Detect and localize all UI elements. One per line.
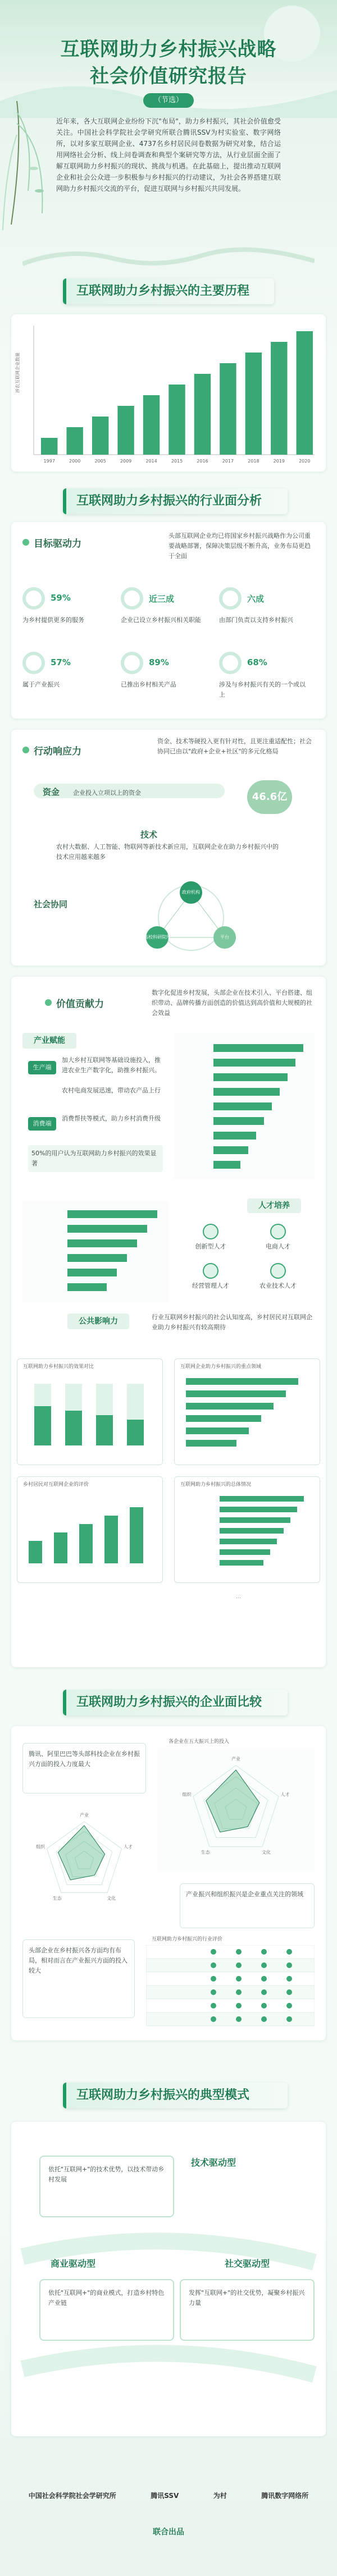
table-cell-dot xyxy=(211,1962,216,1968)
history-chart-panel xyxy=(11,314,326,472)
table-cell-dot xyxy=(236,1949,242,1955)
goal-stat xyxy=(22,648,115,704)
stat-label: 已推出乡村相关产品 xyxy=(121,681,176,688)
radar-axis-label: 产业 xyxy=(231,1756,240,1761)
value-panel xyxy=(11,977,326,1667)
radar-small-axis-label: 生态 xyxy=(52,1896,62,1901)
history-tick-label: 1997 xyxy=(43,459,55,464)
focus-bar xyxy=(186,1403,274,1410)
action-text: 资金、技术等硬投入更有针对性，且更注重适配性；社会协同已由以"政府+企业+社区"的多元化格局 xyxy=(157,738,312,755)
stacked-bar xyxy=(34,1406,51,1445)
section-history-title: 互联网助力乡村振兴的主要历程 xyxy=(63,278,274,304)
talent-bar xyxy=(67,1225,147,1233)
mode-card-industry xyxy=(39,2279,174,2341)
radar-title: 各企业在五大振兴上的投入 xyxy=(168,1739,230,1745)
logo-ssv: 腾讯SSV xyxy=(151,2491,179,2500)
history-bar xyxy=(143,395,160,455)
table-cell-dot xyxy=(261,1989,267,1995)
mode-tech-tag: 技术驱动型 xyxy=(191,2157,236,2168)
table-cell-dot xyxy=(236,2003,242,2008)
goal-stats-grid xyxy=(22,584,315,713)
radar-small-axis-label: 文化 xyxy=(107,1896,116,1901)
person-icon xyxy=(203,1224,218,1239)
social-network-diagram xyxy=(124,876,258,960)
enterprise-card-1-text: 腾讯、阿里巴巴等头部科技企业在乡村振兴方面的投入力度最大 xyxy=(29,1750,140,1768)
enterprise-card-2 xyxy=(180,1883,315,1928)
radar-axis-label: 生态 xyxy=(201,1850,210,1855)
table-title: 互联网助力乡村振兴的行业评价 xyxy=(152,1937,223,1942)
overall-bar xyxy=(220,1539,277,1544)
willow-icon xyxy=(0,101,62,241)
radar-axis-label: 组织 xyxy=(182,1792,192,1797)
table-cell-dot xyxy=(286,1949,292,1955)
talent-bar xyxy=(67,1239,137,1247)
mini-chart-2 xyxy=(174,1358,320,1465)
table-cell-dot xyxy=(261,2003,267,2008)
industry-bar xyxy=(213,1102,272,1110)
enterprise-table xyxy=(146,1945,315,2029)
talent-hbar-chart xyxy=(22,1201,168,1302)
talent-bar xyxy=(67,1254,127,1262)
rating-bar xyxy=(79,1524,93,1563)
stacked-bar xyxy=(127,1420,144,1445)
industry-bar xyxy=(213,1117,264,1125)
mini-chart-1 xyxy=(17,1358,163,1465)
mini-chart-2-title: 互联网企业助力乡村振兴的重点领域 xyxy=(180,1364,262,1370)
value-title: 价值贡献力 xyxy=(56,999,104,1010)
history-tick-label: 2018 xyxy=(248,459,259,464)
produce-tag: 生产端 xyxy=(28,1061,56,1074)
stat-pct: 68% xyxy=(247,657,267,667)
history-bar xyxy=(194,374,211,455)
industry-bar xyxy=(213,1161,240,1169)
modes-panel xyxy=(11,2122,326,2436)
table-cell-dot xyxy=(211,1976,216,1982)
talent-bar xyxy=(67,1210,157,1218)
node-platform: 平台 xyxy=(220,935,229,940)
talent-grid xyxy=(180,1224,315,1302)
stat-ring-icon xyxy=(22,587,45,610)
history-bar xyxy=(41,438,57,455)
logo-weicun: 为村 xyxy=(213,2491,227,2500)
stat-pct: 59% xyxy=(51,593,71,603)
table-cell-dot xyxy=(211,1949,216,1955)
fund-text: 企业投入立项以上的资金 xyxy=(73,789,141,797)
industry-bar xyxy=(213,1073,288,1081)
consume-text: 消费帮扶等模式，助力乡村消费升级 xyxy=(62,1115,161,1122)
person-icon xyxy=(270,1224,286,1239)
stat-label: 由部门负责以支持乡村振兴 xyxy=(219,616,293,624)
rating-bar xyxy=(104,1516,118,1563)
rating-bar xyxy=(54,1532,67,1563)
tech-text: 农村大数据、人工智能、物联网等新技术新应用，互联网企业在助力乡村振兴中的技术应用越来越多 xyxy=(56,843,279,861)
table-cell-dot xyxy=(286,1989,292,1995)
enterprise-radar-small xyxy=(22,1805,146,1917)
node-univ: 高校科研院所 xyxy=(144,935,171,940)
enterprise-radar-chart xyxy=(157,1749,315,1872)
radar-small-axis-label: 组织 xyxy=(36,1844,45,1850)
mini-chart-3 xyxy=(17,1476,163,1583)
mode-card-tech xyxy=(39,2156,174,2217)
table-cell-dot xyxy=(286,2003,292,2008)
goal-stat xyxy=(219,584,312,640)
table-cell-dot xyxy=(236,1976,242,1982)
industry-bar xyxy=(213,1088,280,1096)
page-subtitle: 社会价值研究报告 xyxy=(90,65,247,88)
stat-label: 企业已设立乡村振兴相关职能 xyxy=(121,616,201,624)
action-title: 行动响应力 xyxy=(34,746,81,757)
table-cell-dot xyxy=(261,1976,267,1982)
talent-label: 电商人才 xyxy=(266,1243,290,1250)
overall-bar xyxy=(220,1549,270,1555)
history-tick-label: 2017 xyxy=(222,459,234,464)
history-bar xyxy=(220,363,236,455)
goal-stat xyxy=(22,584,115,640)
overall-bar xyxy=(220,1517,290,1523)
history-bar xyxy=(66,427,83,455)
fund-title: 资金 xyxy=(43,787,60,797)
industry-text: 加大乡村互联网等基础设施投入，推进农业生产数字化，助推乡村振兴。 xyxy=(62,1056,161,1074)
intro-paragraph: 近年来，各大互联网企业纷纷下沉"布局"，助力乡村振兴，其社会价值愈受关注。中国社会科学院社会学研究所联合腾讯SSV为村实验室、数字网络所，以对多家互联网企业、4737名乡村居民问卷数据为研究对象，结合运用网络社会分析、线上问卷调查和典型个案研究等方法，从行业层面全面了解互联网助力乡村振兴的现状、挑战与机遇。在此基础上，提出推动互联网企业和社会公众进一步积极参与乡村振兴的行动建议，为社会各界搭建互联网助力乡村振兴交流的平台，促进互联网与乡村振兴共同发展。 xyxy=(56,117,281,193)
joint-publish: 联合出品 xyxy=(153,2528,184,2537)
public-text: 行业互联网乡村振兴的社会认知度高，乡村居民对互联网企业助力乡村振兴有较高期待 xyxy=(152,1314,312,1331)
section-enterprise-title: 互联网助力乡村振兴的企业面比较 xyxy=(63,1690,288,1715)
stat-pct: 六成 xyxy=(247,594,265,604)
enterprise-card-3-text: 头部企业在乡村振兴各方面均有布局，相对而言在产业振兴方面的投入较大 xyxy=(29,1947,127,1974)
stat-ring-icon xyxy=(22,652,45,674)
stat-ring-icon xyxy=(121,652,143,674)
table-cell-dot xyxy=(211,2003,216,2008)
history-bar xyxy=(245,353,262,455)
table-cell-dot xyxy=(261,1949,267,1955)
fund-bubble: 46.6亿 xyxy=(247,780,292,814)
goal-stat xyxy=(219,648,312,704)
focus-bar xyxy=(186,1427,249,1434)
table-cell-dot xyxy=(286,2016,292,2022)
mini-chart-4 xyxy=(174,1476,320,1583)
excerpt-badge: （节选） xyxy=(143,93,194,108)
table-cell-dot xyxy=(236,2016,242,2022)
radar-small-series xyxy=(58,1825,104,1880)
history-bar xyxy=(117,406,134,455)
goal-title: 目标驱动力 xyxy=(34,538,81,550)
goal-stat xyxy=(121,648,213,704)
landscape-decoration xyxy=(22,241,315,269)
history-tick-label: 2019 xyxy=(273,459,285,464)
talent-item xyxy=(180,1263,242,1297)
stat-label: 涉及与乡村振兴有关的一个或以上 xyxy=(219,681,306,698)
stacked-bar xyxy=(65,1411,82,1445)
table-cell-dot xyxy=(236,1989,242,1995)
history-bar xyxy=(271,342,287,455)
talent-item xyxy=(247,1224,309,1257)
goal-text: 头部互联网企业均已将国家乡村振兴战略作为公司重要战略部署，保障决策层级不断升高，业务布局更趋于全面 xyxy=(168,532,311,560)
enterprise-card-3 xyxy=(22,1939,135,2018)
node-gov: 政府机构 xyxy=(182,890,200,895)
industry-bar xyxy=(213,1132,256,1140)
enterprise-card-1 xyxy=(22,1743,146,1793)
page-title: 互联网助力乡村振兴战略 xyxy=(60,38,277,61)
stat-pct: 57% xyxy=(51,657,71,667)
goal-panel xyxy=(11,522,326,719)
stat-ring-icon xyxy=(121,587,143,610)
overall-bar xyxy=(220,1507,297,1512)
stacked-bar xyxy=(96,1415,113,1445)
table-cell-dot xyxy=(286,1976,292,1982)
history-bar-chart xyxy=(11,314,326,472)
mode-industry-text: 依托"互联网+"的商业模式，打造乡村特色产业链 xyxy=(48,2289,165,2307)
stat-label: 为乡村提供更多的服务 xyxy=(22,616,84,624)
logo-tencent-research: 腾讯数字网络所 xyxy=(261,2491,309,2500)
consume-tag: 消费端 xyxy=(28,1117,56,1131)
focus-bar xyxy=(186,1378,298,1385)
rating-bar xyxy=(130,1507,143,1563)
history-tick-label: 2016 xyxy=(197,459,208,464)
value-dot-icon xyxy=(45,999,52,1006)
industry-bar xyxy=(213,1044,303,1052)
focus-bar xyxy=(186,1440,236,1447)
radar-small-axis-label: 人才 xyxy=(123,1844,133,1850)
mode-social-tag: 社交驱动型 xyxy=(225,2258,270,2269)
public-tag: 公共影响力 xyxy=(67,1314,129,1329)
mini-chart-1-title: 互联网助力乡村振兴的效果对比 xyxy=(23,1364,94,1370)
table-cell-dot xyxy=(261,2016,267,2022)
section-modes-title: 互联网助力乡村振兴的典型模式 xyxy=(63,2083,288,2108)
chart-source-note: … xyxy=(236,1594,241,1600)
history-bar xyxy=(92,417,108,455)
history-tick-label: 2009 xyxy=(120,459,132,464)
mode-industry-tag: 商业驱动型 xyxy=(51,2258,96,2269)
mode-card-social xyxy=(180,2279,315,2341)
table-cell-dot xyxy=(286,1962,292,1968)
history-bar xyxy=(297,331,313,455)
industry-hbar-chart xyxy=(174,1033,315,1179)
mode-social-text: 发挥"互联网+"的社交优势，凝聚乡村振兴力量 xyxy=(189,2289,305,2307)
goal-dot-icon xyxy=(22,539,29,546)
social-title: 社会协同 xyxy=(34,899,68,909)
tech-title: 技术 xyxy=(140,830,158,840)
goal-stat xyxy=(121,584,213,640)
talent-label: 创新型人才 xyxy=(195,1243,226,1250)
stat-pct: 近三成 xyxy=(149,594,175,604)
enterprise-panel xyxy=(11,1726,326,2040)
overall-bar xyxy=(220,1528,284,1534)
focus-bar xyxy=(186,1390,286,1397)
history-y-axis-label: 涉农互联网企业数量 xyxy=(15,353,20,393)
value-text: 数字化促进乡村发展，头部企业在技术引入、平台搭建、组织带动、品牌传播方面创造的价值达到高价值和大规模的社会效益 xyxy=(152,989,312,1017)
overall-bar xyxy=(220,1560,263,1566)
stat-pct: 89% xyxy=(149,657,169,667)
produce-text: 农村电商发展迅速，带动农产品上行 xyxy=(62,1087,161,1094)
table-cell-dot xyxy=(211,2016,216,2022)
history-bar xyxy=(168,385,185,455)
talent-tag: 人才培养 xyxy=(247,1198,301,1213)
history-tick-label: 2015 xyxy=(171,459,183,464)
person-icon xyxy=(203,1263,218,1279)
stat-ring-icon xyxy=(219,652,242,674)
industry-tag: 产业赋能 xyxy=(22,1033,76,1049)
focus-bar xyxy=(186,1415,261,1422)
history-tick-label: 2014 xyxy=(145,459,157,464)
talent-item xyxy=(247,1263,309,1297)
history-tick-label: 2005 xyxy=(94,459,106,464)
radar-small-axis-label: 产业 xyxy=(80,1813,89,1818)
mini-chart-4-title: 互联网助力乡村振兴的总体情况 xyxy=(180,1482,252,1488)
value-note: 50%的用户认为互联网助力乡村振兴的效果显著 xyxy=(28,1145,163,1172)
history-tick-label: 2000 xyxy=(69,459,81,464)
talent-label: 经营管理人才 xyxy=(192,1282,229,1289)
table-cell-dot xyxy=(261,1962,267,1968)
radar-axis-label: 人才 xyxy=(280,1792,290,1797)
rating-bar xyxy=(29,1541,42,1563)
talent-label: 农业技术人才 xyxy=(259,1282,297,1289)
radar-axis-label: 文化 xyxy=(262,1850,271,1855)
person-icon xyxy=(270,1263,286,1279)
industry-bar xyxy=(213,1146,248,1154)
talent-bar xyxy=(67,1283,107,1291)
footer-logos xyxy=(11,2481,326,2509)
talent-bar xyxy=(67,1269,117,1276)
history-tick-label: 2020 xyxy=(299,459,311,464)
stat-ring-icon xyxy=(219,587,242,610)
stat-label: 属于产业振兴 xyxy=(22,681,60,688)
section-industry-title: 互联网助力乡村振兴的行业面分析 xyxy=(63,488,288,514)
table-cell-dot xyxy=(211,1989,216,1995)
overall-bar xyxy=(220,1496,304,1502)
table-cell-dot xyxy=(236,1962,242,1968)
industry-bar xyxy=(213,1059,295,1067)
mini-chart-3-title: 乡村居民对互联网企业的评价 xyxy=(23,1482,89,1488)
talent-item xyxy=(180,1224,242,1257)
mode-tech-text: 依托"互联网+"的技术优势，以技术带动乡村发展 xyxy=(48,2166,165,2183)
action-panel xyxy=(11,730,326,966)
action-dot-icon xyxy=(22,747,29,753)
logo-cass: 中国社会科学院社会学研究所 xyxy=(28,2491,116,2500)
enterprise-card-2-text: 产业振兴和组织振兴是企业重点关注的领域 xyxy=(186,1891,303,1898)
